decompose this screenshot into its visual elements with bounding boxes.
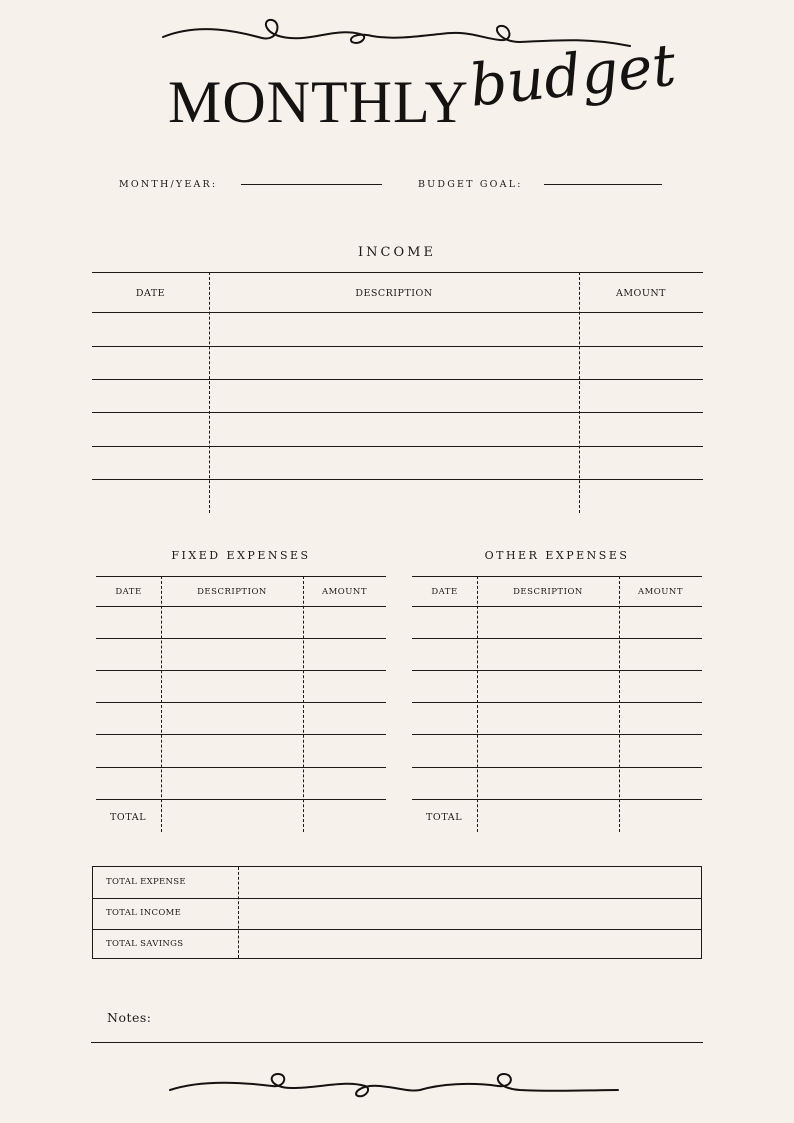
month-year-label: MONTH/YEAR: [119,179,218,190]
table-row-line [92,379,703,380]
other-expenses-title: OTHER EXPENSES [484,549,630,562]
fixed-col-description: DESCRIPTION [197,587,267,597]
total-expense-field[interactable] [239,867,701,898]
table-row-line [96,734,386,735]
fixed-col-date: DATE [115,587,142,597]
table-row-line [412,638,702,639]
column-divider [209,272,210,513]
table-border-top [412,576,702,577]
table-row-line [96,606,386,607]
summary-row-total-expense [93,867,701,898]
bottom-flourish-ornament [0,1068,794,1104]
table-border-top [92,272,703,273]
table-row-line [412,702,702,703]
income-title: INCOME [358,245,436,260]
table-row-line [92,312,703,313]
column-divider [579,272,580,513]
table-row-line [412,670,702,671]
table-row-line [96,799,386,800]
budget-goal-field[interactable] [544,184,662,185]
income-col-description: DESCRIPTION [355,288,433,299]
page-title-script: budget [466,30,679,120]
table-row-line [92,346,703,347]
table-row-line [412,734,702,735]
income-col-amount: AMOUNT [615,288,667,299]
income-col-date: DATE [135,288,166,299]
table-row-line [96,638,386,639]
table-row-line [92,412,703,413]
fixed-expenses-title: FIXED EXPENSES [171,549,311,562]
total-expense-label: TOTAL EXPENSE [106,877,186,887]
notes-line[interactable] [91,1042,703,1043]
other-total-label: TOTAL [426,812,463,823]
summary-table [92,866,702,959]
table-row-line [96,767,386,768]
total-savings-field[interactable] [239,929,701,960]
other-col-date: DATE [431,587,458,597]
column-divider [238,867,239,958]
table-row-line [412,767,702,768]
table-row-line [96,670,386,671]
column-divider [303,576,304,832]
other-col-description: DESCRIPTION [513,587,583,597]
page-title: MONTHLY [168,69,469,135]
budget-goal-label: BUDGET GOAL: [418,179,523,190]
summary-row-total-income [93,898,701,929]
table-row-line [96,702,386,703]
table-row-line [92,479,703,480]
top-flourish-ornament [0,12,794,48]
summary-row-total-savings [93,929,701,960]
fixed-col-amount: AMOUNT [321,587,368,597]
month-year-field[interactable] [241,184,382,185]
other-col-amount: AMOUNT [637,587,684,597]
total-income-field[interactable] [239,898,701,929]
column-divider [477,576,478,832]
total-savings-label: TOTAL SAVINGS [106,939,184,949]
table-row-line [412,799,702,800]
table-row-line [412,606,702,607]
table-border-top [96,576,386,577]
total-income-label: TOTAL INCOME [106,908,182,918]
column-divider [161,576,162,832]
table-row-line [92,446,703,447]
column-divider [619,576,620,832]
notes-label: Notes: [107,1010,152,1025]
fixed-total-label: TOTAL [110,812,147,823]
